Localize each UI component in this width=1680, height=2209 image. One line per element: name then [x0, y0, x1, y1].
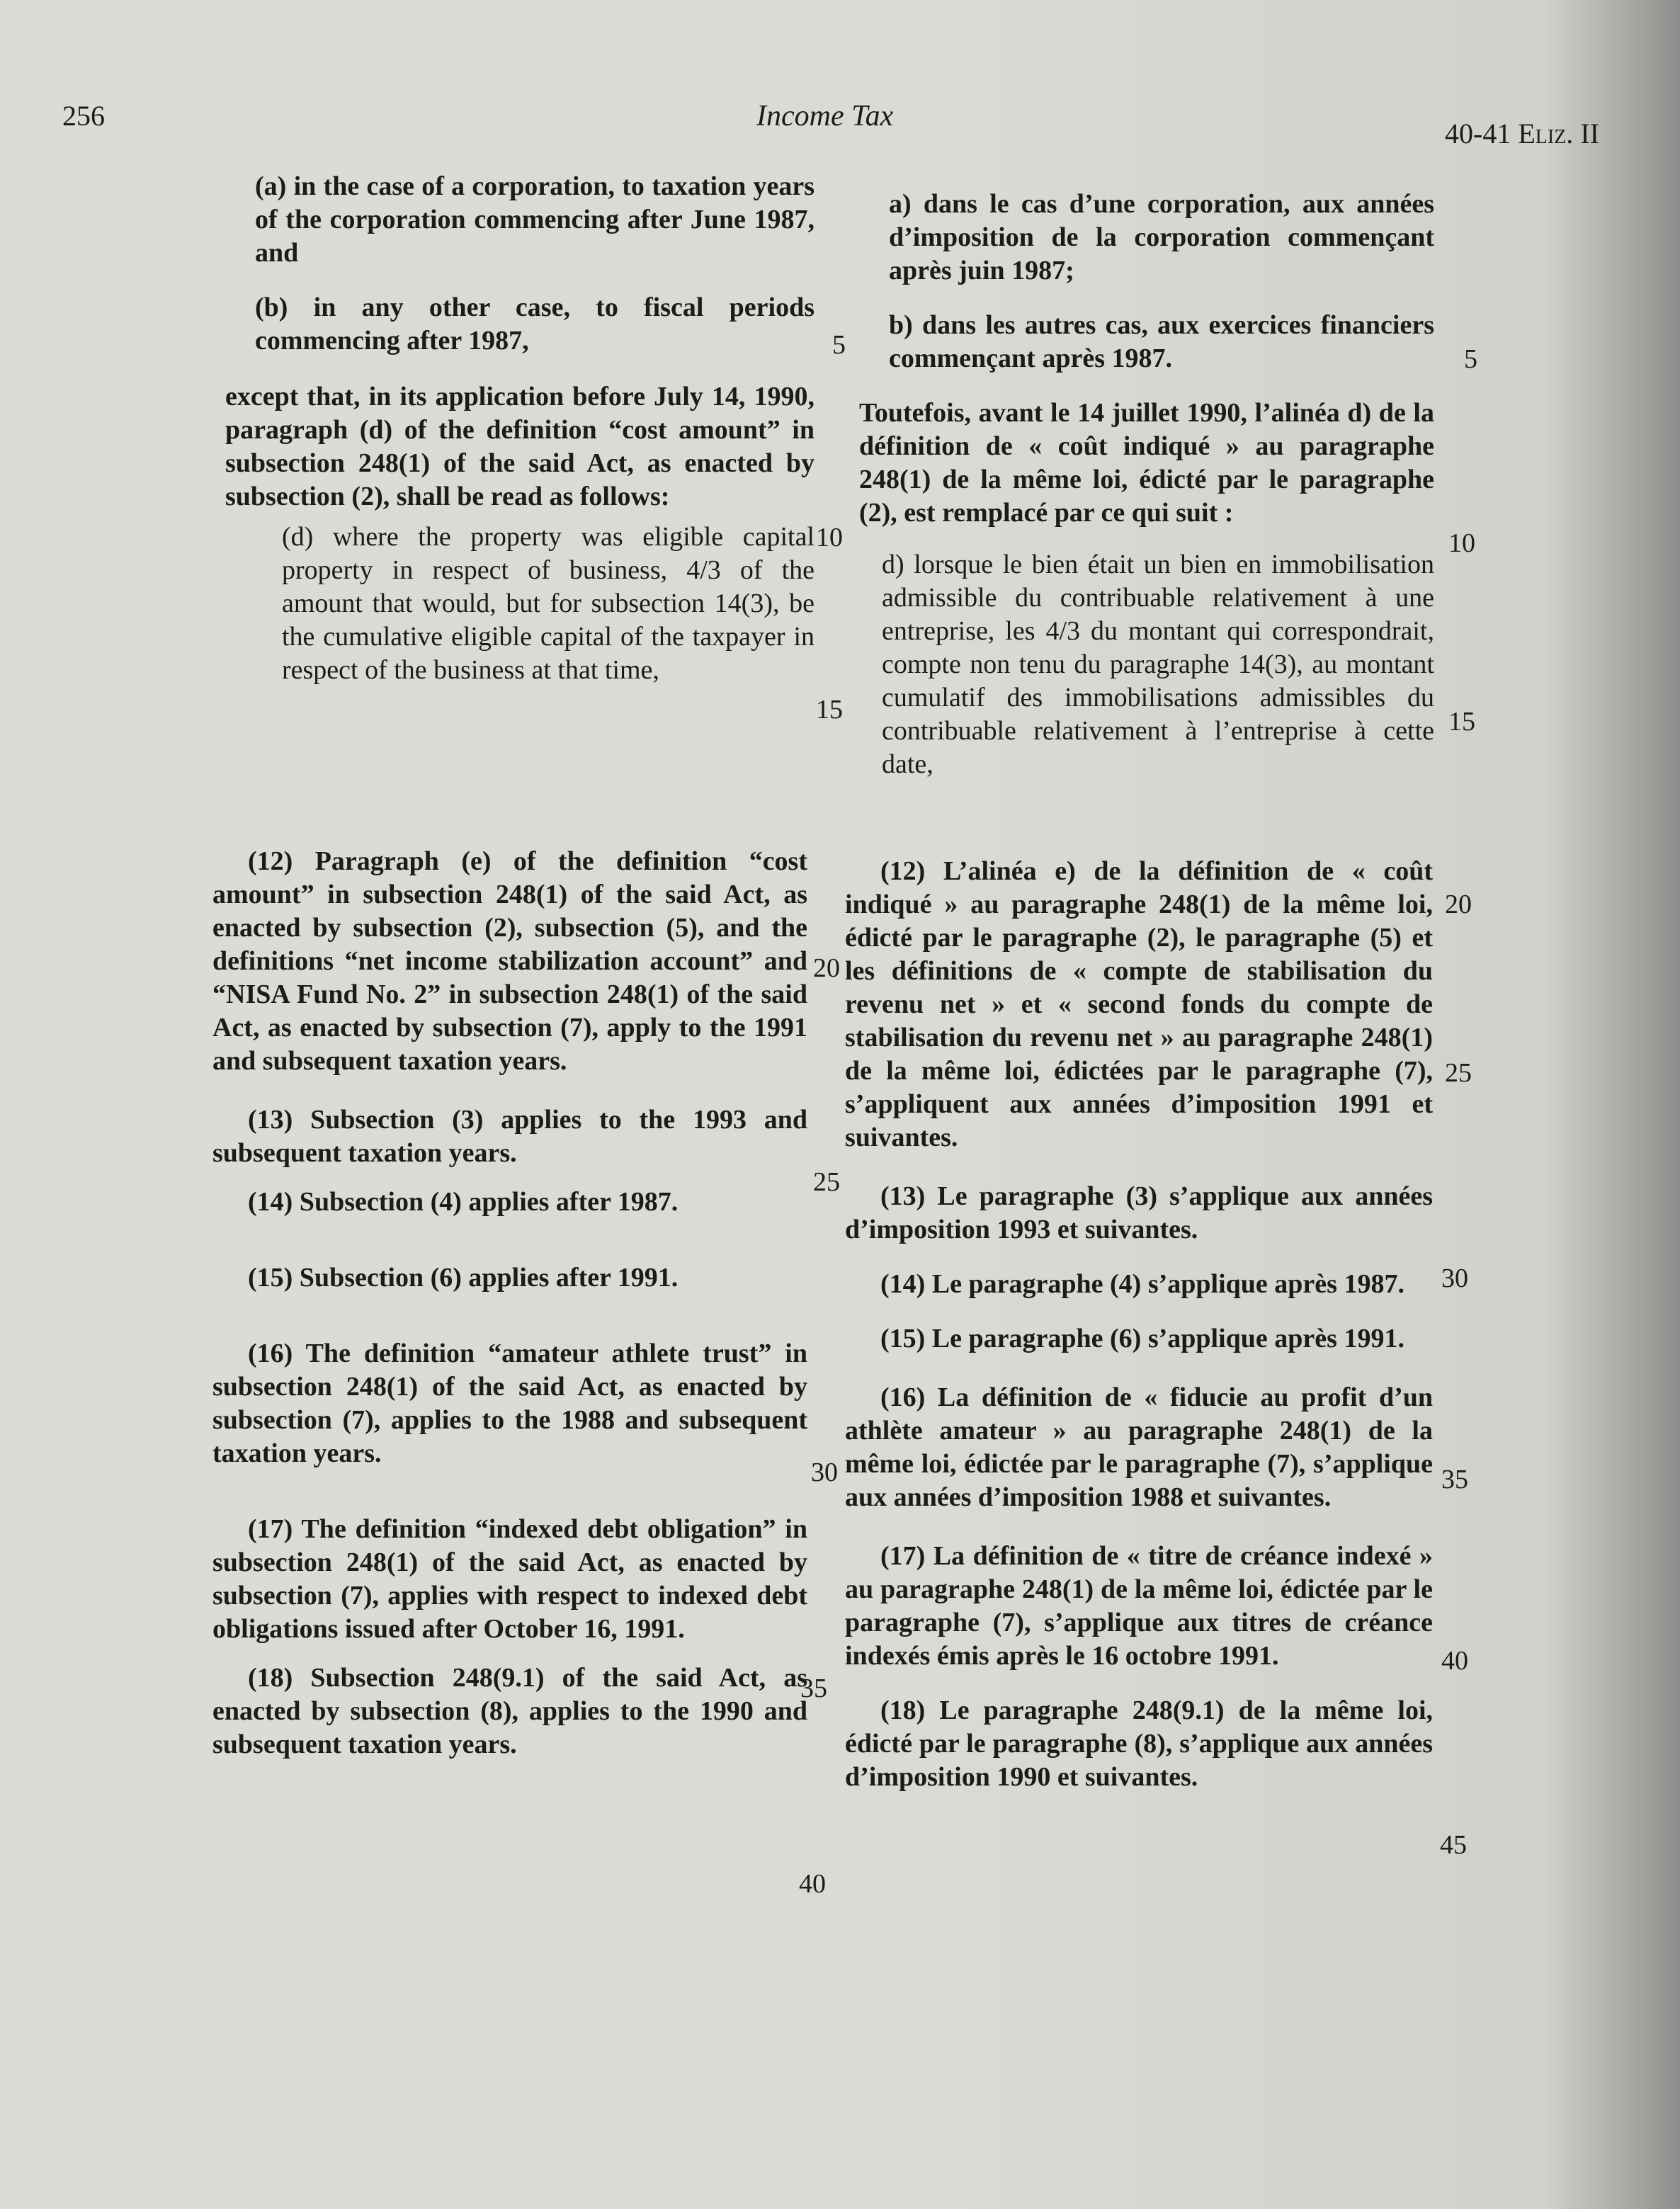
fr-subsection-13: (13) Le paragraphe (3) s’applique aux années d’imposition 1993 et suivantes.	[845, 1181, 1433, 1244]
en-para-d: (d) where the property was eligible capital property in respect of business, 4/3 of the amount that would, but for subsection 14(3), be the cumulative eligible capital of the taxpayer in respect of the business at that time,	[282, 522, 815, 685]
fr-para-d: d) lorsque le bien était un bien en immobilisation admissible du contribuable relativement à une entreprise, les 4/3 du montant qui correspondrait, compte non tenu du paragraphe 14(3), au montant cumulatif des immobilisations admissibles du contribuable relativement à l’entreprise à cette date,	[882, 550, 1434, 779]
en-except-clause: except that, in its application before July 14, 1990, paragraph (d) of the definition “cost amount” in subsection 248(1) of the said Act, as enacted by subsection (2), shall be read as follows:	[225, 382, 815, 511]
fr-line-number: 10	[1448, 528, 1475, 558]
fr-line-number: 35	[1441, 1465, 1468, 1494]
en-line-number: 40	[799, 1869, 826, 1899]
french-column	[846, 188, 1434, 781]
fr-line-number: 20	[1445, 890, 1472, 919]
fr-subsection-18: (18) Le paragraphe 248(9.1) de la même loi, édicté par le paragraphe (8), s’applique aux années d’imposition 1990 et suivantes.	[845, 1696, 1433, 1792]
fr-line-number: 25	[1445, 1058, 1472, 1088]
en-line-number: 35	[800, 1674, 827, 1703]
fr-subsection-14: (14) Le paragraphe (4) s’applique après 1987.	[880, 1269, 1404, 1299]
en-subsection-13: (13) Subsection (3) applies to the 1993 and subsequent taxation years.	[212, 1105, 807, 1168]
french-column-subsections	[845, 855, 1433, 1794]
en-subsection-16: (16) The definition “amateur athlete trust” in subsection 248(1) of the said Act, as enacted by subsection (7), applies to the 1988 and subsequent taxation years.	[212, 1339, 807, 1468]
regnal-year-name: Eliz. II	[1518, 118, 1599, 149]
fr-para-b: b) dans les autres cas, aux exercices financiers commençant après 1987.	[889, 310, 1434, 373]
en-subsection-14: (14) Subsection (4) applies after 1987.	[248, 1187, 679, 1217]
en-line-number: 30	[811, 1458, 838, 1487]
fr-toutefois-clause: Toutefois, avant le 14 juillet 1990, l’alinéa d) de la définition de « coût indiqué » au paragraphe 248(1) de la même loi, édicté par le paragraphe (2), est remplacé par ce qui suit :	[859, 398, 1434, 528]
en-para-b: (b) in any other case, to fiscal periods commencing after 1987,	[255, 293, 815, 356]
fr-subsection-15: (15) Le paragraphe (6) s’applique après 1991.	[880, 1324, 1404, 1353]
en-line-number: 15	[816, 695, 843, 725]
en-line-number: 10	[816, 523, 843, 552]
fr-line-number: 30	[1441, 1263, 1468, 1293]
fr-subsection-17: (17) La définition de « titre de créance indexé » au paragraphe 248(1) de la même loi, édictée par le paragraphe (7), s’applique aux titres de créance indexés émis après le 16 octobre 1991.	[845, 1541, 1433, 1671]
en-subsection-17: (17) The definition “indexed debt obligation” in subsection 248(1) of the said Act, as enacted by subsection (7), applies with respect to indexed debt obligations issued after October 16, 1991.	[212, 1514, 807, 1644]
fr-line-number: 15	[1448, 707, 1475, 737]
fr-line-number: 40	[1441, 1646, 1468, 1676]
en-line-number: 5	[832, 330, 846, 360]
page-number: 256	[62, 100, 105, 132]
regnal-year	[1445, 117, 1599, 150]
fr-subsection-16: (16) La définition de « fiducie au profit d’un athlète amateur » au paragraphe 248(1) de la même loi, édictée par le paragraphe (7), s’applique aux années d’imposition 1988 et suivantes.	[845, 1382, 1433, 1512]
regnal-year-number: 40-41	[1445, 118, 1519, 149]
fr-para-a: a) dans le cas d’une corporation, aux années d’imposition de la corporation commençant après juin 1987;	[889, 189, 1434, 285]
english-column	[205, 170, 815, 687]
en-line-number: 25	[813, 1167, 840, 1197]
en-para-a: (a) in the case of a corporation, to taxation years of the corporation commencing after June 1987, and	[255, 171, 815, 268]
running-title: Income Tax	[756, 100, 894, 132]
en-subsection-18: (18) Subsection 248(9.1) of the said Act, as enacted by subsection (8), applies to the 1990 and subsequent taxation years.	[212, 1663, 807, 1759]
fr-line-number: 45	[1440, 1830, 1467, 1860]
fr-line-number: 5	[1464, 344, 1477, 374]
english-column-subsections	[212, 845, 807, 1761]
en-line-number: 20	[813, 953, 840, 983]
en-subsection-15: (15) Subsection (6) applies after 1991.	[248, 1263, 679, 1293]
en-subsection-12: (12) Paragraph (e) of the definition “cost amount” in subsection 248(1) of the said Act, as enacted by subsection (2), subsection (5), and the definitions “net income stabilization account” and “NISA Fund No. 2” in subsection 248(1) of the said Act, as enacted by subsection (7), apply to the 1991 and subsequent taxation years.	[212, 846, 807, 1076]
fr-subsection-12: (12) L’alinéa e) de la définition de « coût indiqué » au paragraphe 248(1) de la même loi, édicté par le paragraphe (2), le paragraphe (5) et les définitions de « compte de stabilisation du revenu net » et « second fonds du compte de stabilisation du revenu net » au paragraphe 248(1) de la même loi, édictées par le paragraphe (7), s’appliquent aux années d’imposition 1991 et suivantes.	[845, 856, 1433, 1152]
